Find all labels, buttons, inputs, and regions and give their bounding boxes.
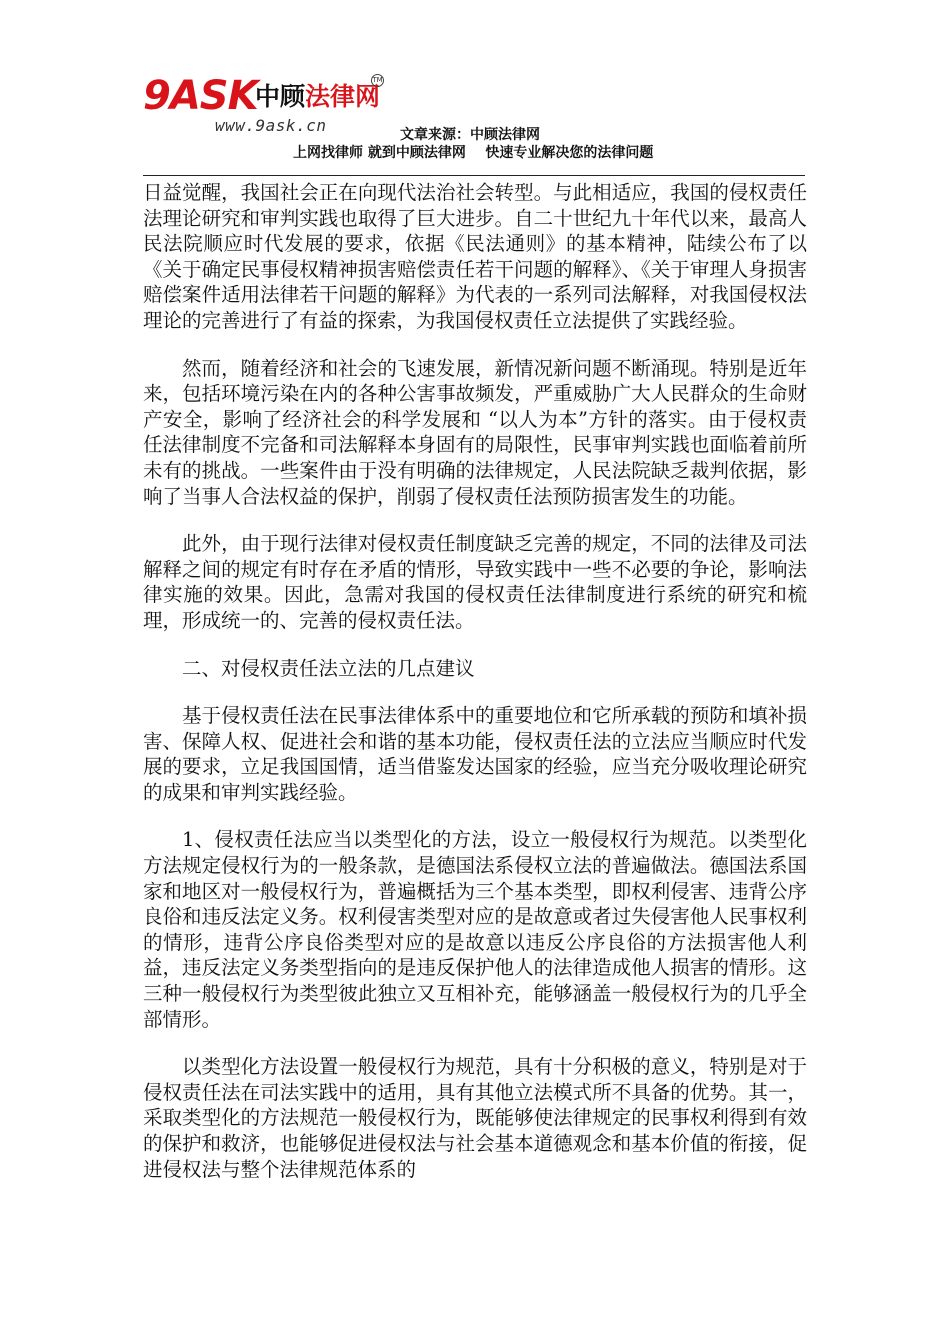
trademark-icon: TM	[371, 74, 384, 87]
site-slogan: 上网找律师 就到中顾法律网 快速专业解决您的法律问题	[293, 145, 654, 161]
site-logo[interactable]	[143, 73, 393, 140]
paragraph-6: 以类型化方法设置一般侵权行为规范，具有十分积极的意义，特别是对于侵权责任法在司法实践中的适用，具有其他立法模式所不具备的优势。其一，采取类型化的方法规范一般侵权行为，既能够使法律规定的民事权利得到有效的保护和救济，也能够促进侵权法与社会基本道德观念和基本价值的衔接，促进侵权法与整个法律规范体系的	[143, 1055, 807, 1181]
header-divider	[143, 175, 805, 176]
paragraph-1: 日益觉醒，我国社会正在向现代法治社会转型。与此相适应，我国的侵权责任法理论研究和审判实践也取得了巨大进步。自二十世纪九十年代以来，最高人民法院顺应时代发展的要求，依据《民法通则》的基本精神，陆续公布了以《关于确定民事侵权精神损害赔偿责任若干问题的解释》、《关于审理人身损害赔偿案件适用法律若干问题的解释》为代表的一系列司法解释，对我国侵权法理论的完善进行了有益的探索，为我国侵权责任立法提供了实践经验。	[143, 181, 807, 332]
logo-site-name	[255, 82, 380, 112]
logo-url: www.9ask.cn	[215, 116, 327, 135]
document-body	[143, 180, 807, 1204]
paragraph-2: 然而，随着经济和社会的飞速发展，新情况新问题不断涌现。特别是近年来，包括环境污染在内的各种公害事故频发，严重威胁广大人民群众的生命财产安全，影响了经济社会的科学发展和 “以人为本”方针的落实。由于侵权责任法律制度不完备和司法解释本身固有的局限性，民事审判实践也面临着前所未有的挑战。一些案件由于没有明确的法律规定，人民法院缺乏裁判依据，影响了当事人合法权益的保护，削弱了侵权责任法预防损害发生的功能。	[143, 356, 807, 508]
paragraph-4: 基于侵权责任法在民事法律体系中的重要地位和它所承载的预防和填补损害、保障人权、促进社会和谐的基本功能，侵权责任法的立法应当顺应时代发展的要求，立足我国国情，适当借鉴发达国家的经验，应当充分吸收理论研究的成果和审判实践经验。	[143, 704, 807, 804]
paragraph-5: 1、侵权责任法应当以类型化的方法，设立一般侵权行为规范。以类型化方法规定侵权行为的一般条款，是德国法系侵权立法的普遍做法。德国法系国家和地区对一般侵权行为，普遍概括为三个基本类型，即权利侵害、违背公序良俗和违反法定义务。权利侵害类型对应的是故意或者过失侵害他人民事权利的情形，违背公序良俗类型对应的是故意以违反公序良俗的方法损害他人利益，违反法定义务类型指向的是违反保护他人的法律造成他人损害的情形。这三种一般侵权行为类型彼此独立又互相补充，能够涵盖一般侵权行为的几乎全部情形。	[143, 828, 807, 1031]
paragraph-3: 此外，由于现行法律对侵权责任制度缺乏完善的规定，不同的法律及司法解释之间的规定有时存在矛盾的情形，导致实践中一些不必要的争论，影响法律实施的效果。因此，急需对我国的侵权责任法律制度进行系统的研究和梳理，形成统一的、完善的侵权责任法。	[143, 532, 807, 632]
document-header	[0, 0, 950, 178]
logo-name-part-b: 法律网	[305, 82, 381, 111]
article-source: 文章来源：中顾法律网	[400, 127, 540, 143]
logo-mark: 9ASK	[143, 73, 258, 119]
logo-name-part-a: 中顾	[255, 82, 306, 111]
section-heading: 二、对侵权责任法立法的几点建议	[182, 656, 475, 680]
